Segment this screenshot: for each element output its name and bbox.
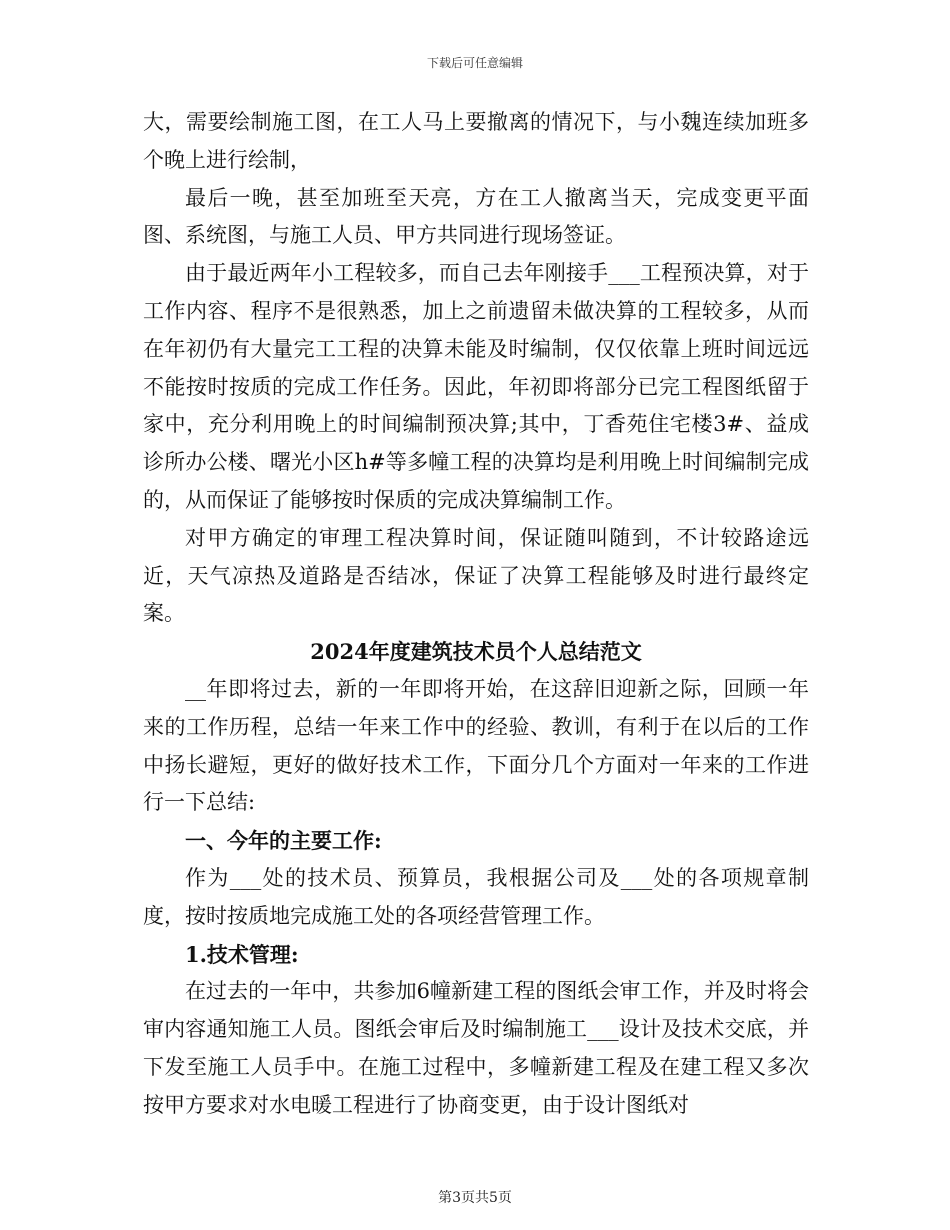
paragraph: 对甲方确定的审理工程决算时间，保证随叫随到，不计较路途远近，天气凉热及道路是否结冰，保证了决算工程能够及时进行最终定案。 xyxy=(143,525,809,626)
intro-paragraph: __年即将过去，新的一年即将开始，在这辞旧迎新之际，回顾一年来的工作历程，总结一年来工作中的经验、教训，有利于在以后的工作中扬长避短，更好的做好技术工作，下面分几个方面对一年来的工作进行一下总结: xyxy=(143,676,809,815)
section-paragraph: 作为___处的技术员、预算员，我根据公司及___处的各项规章制度，按时按质地完成施工处的各项经营管理工作。 xyxy=(143,865,809,928)
paragraph: 最后一晚，甚至加班至天亮，方在工人撤离当天，完成变更平面图、系统图，与施工人员、甲方共同进行现场签证。 xyxy=(143,185,809,248)
page-footer: 第3页共5页 xyxy=(438,1190,512,1206)
page-header: 下载后可任意编辑 xyxy=(426,56,523,70)
subsection-heading: 1.技术管理: xyxy=(185,941,299,967)
document-body xyxy=(143,104,809,1125)
paragraph-continuation: 大，需要绘制施工图，在工人马上要撤离的情况下，与小魏连续加班多个晚上进行绘制， xyxy=(143,110,809,172)
paragraph: 由于最近两年小工程较多，而自己去年刚接手___工程预决算，对于工作内容、程序不是很熟悉，加上之前遗留未做决算的工程较多，从而在年初仍有大量完工工程的决算未能及时编制，仅仅依靠上班时间远远不能按时按质的完成工作任务。因此，年初即将部分已完工程图纸留于家中，充分利用晚上的时间编制预决算;其中，丁香苑住宅楼3#、益成诊所办公楼、曙光小区h#等多幢工程的决算均是利用晚上时间编制完成的，从而保证了能够按时保质的完成决算编制工作。 xyxy=(143,261,809,512)
subsection-paragraph: 在过去的一年中，共参加6幢新建工程的图纸会审工作，并及时将会审内容通知施工人员。图纸会审后及时编制施工___设计及技术交底，并下发至施工人员手中。在施工过程中，多幢新建工程及在建工程又多次按甲方要求对水电暖工程进行了协商变更，由于设计图纸对 xyxy=(143,979,809,1117)
document-title: 2024年度建筑技术员个人总结范文 xyxy=(310,639,642,665)
section-heading: 一、今年的主要工作: xyxy=(185,828,382,854)
